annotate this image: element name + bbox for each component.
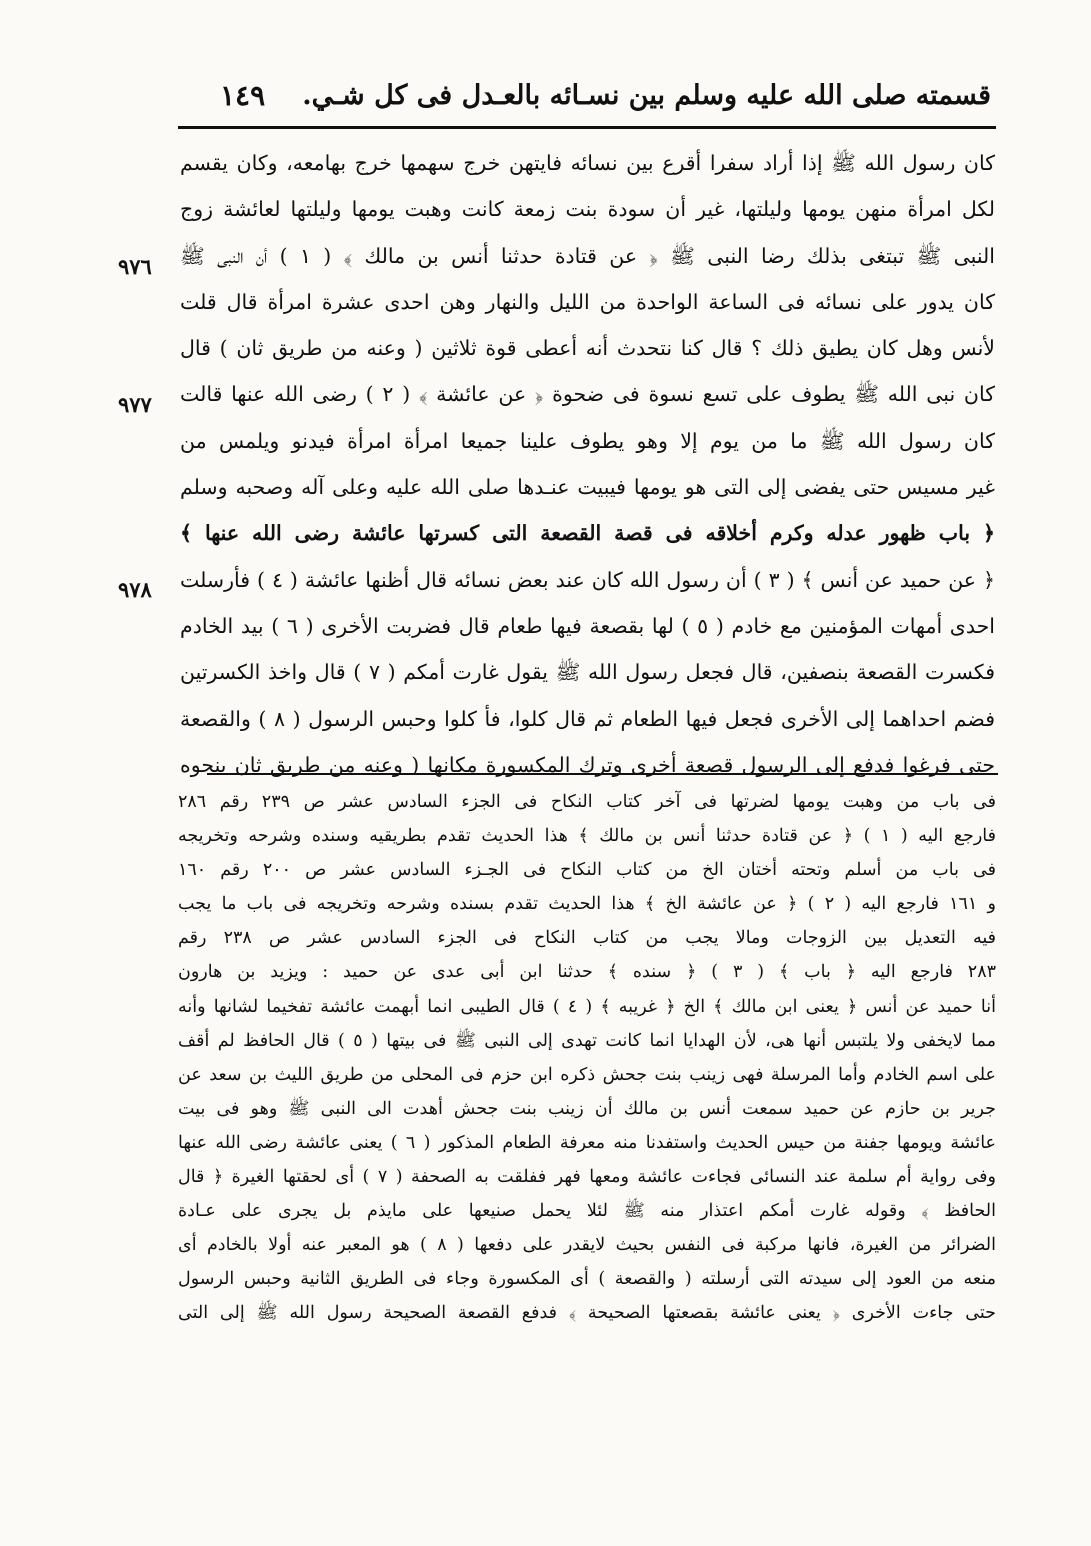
running-title: قسمته صلى الله عليه وسلم بين نسـائه بالعـدل فى كل شـي. xyxy=(302,79,991,111)
text-line: النبى ﷺ تبتغى بذلك رضا النبى ﷺ ﴿ عن قتادة حدثنا أنس بن مالك ﴾ ( ١ ) أن النبى ﷺ xyxy=(180,243,995,268)
footnote-line: الضرائر من الغيرة، فانها مركبة فى النفس بحيث لايقدر على دفعها ( ٨ ) هو المعبر عنه أولا بالخادم أى xyxy=(178,1235,996,1256)
footnote-line: وفى رواية أم سلمة عند النسائى فجاءت عائشة ومعها فهر ففلقت به الصحفة ( ٧ ) أى لحقتها الغيرة ﴿ قال xyxy=(178,1167,996,1188)
footnote-line: فارجع اليه ( ١ ) ﴿ عن قتادة حدثنا أنس بن مالك ﴾ هذا الحديث تقدم بطريقيه وسنده وشرحه وتخريجه xyxy=(178,826,996,847)
text-line: لكل امرأة منهن يومها وليلتها، غير أن سودة بنت زمعة كانت وهبت يومها وليلتها لعائشة زوج xyxy=(180,197,995,222)
footnotes xyxy=(178,785,996,1331)
text-line: ﴿ عن حميد عن أنس ﴾ ( ٣ ) أن رسول الله كان عند بعض نسائه قال أظنها عائشة ( ٤ ) فأرسلت xyxy=(180,567,995,592)
footnote-line: حتى جاءت الأخرى ﴿ يعنى عائشة بقصعتها الصحيحة ﴾ فدفع القصعة الصحيحة رسول الله ﷺ إلى التى xyxy=(178,1303,996,1324)
footnote-line: فيه التعديل بين الزوجات ومالا يجب من كتاب النكاح فى الجزء السادس عشر ص ٢٣٨ رقم xyxy=(178,928,996,949)
hadith-number: ٩٧٧ xyxy=(118,392,152,417)
footnote-divider xyxy=(207,773,998,775)
footnote-line: على اسم الخادم وأما المرسلة فهى زينب بنت جحش ذكره ابن حزم فى المحلى من طريق الليث بن سعد عن xyxy=(178,1064,996,1085)
header-divider xyxy=(178,126,996,129)
text-line: كان نبى الله ﷺ يطوف على تسع نسوة فى ضحوة ﴿ عن عائشة ﴾ ( ٢ ) رضى الله عنها قالت xyxy=(180,382,995,407)
footnote-line: ٢٨٣ فارجع اليه ﴿ باب ﴾ ( ٣ ) ﴿ سنده ﴾ حدثنا ابن أبى عدى عن حميد : ويزيد بن هارون xyxy=(178,962,996,983)
footnote-line: و ١٦١ فارجع اليه ( ٢ ) ﴿ عن عائشة الخ ﴾ هذا الحديث تقدم بسنده وشرحه وتخريجه فى باب ما يجب xyxy=(178,894,996,915)
footnote-line: جرير بن حازم عن حميد سمعت أنس بن مالك أن زينب بنت جحش أهدت الى النبى ﷺ وهو فى بيت xyxy=(178,1098,996,1119)
main-text-body xyxy=(180,140,995,788)
text-line: احدى أمهات المؤمنين مع خادم ( ٥ ) لها بقصعة فيها طعام قال فضربت الأخرى ( ٦ ) بيد الخادم xyxy=(180,613,995,638)
footnote-line: فى باب من أسلم وتحته أختان الخ من كتاب النكاح فى الجـزء السادس عشر ص ٢٠٠ رقم ١٦٠ xyxy=(178,860,996,881)
footnote-line: مما لايخفى ولا يلتبس أنها هى، لأن الهدايا انما كانت تهدى إلى النبى ﷺ فى بيتها ( ٥ ) قال الحافظ لم أقف xyxy=(178,1030,996,1051)
footnote-line: عائشة ويومها جفنة من حيس الحديث واستفدنا منه معرفة الطعام المذكور ( ٦ ) يعنى عائشة رضى الله عنها xyxy=(178,1132,996,1153)
hadith-number: ٩٧٨ xyxy=(118,577,152,602)
footnote-line: أنا حميد عن أنس ﴿ يعنى ابن مالك ﴾ الخ ﴿ غريبه ﴾ ( ٤ ) قال الطيبى انما أبهمت عائشة تفخيما لشانها وأنه xyxy=(178,996,996,1017)
text-line: فكسرت القصعة بنصفين، قال فجعل رسول الله ﷺ يقول غارت أمكم ( ٧ ) قال واخذ الكسرتين xyxy=(180,660,995,685)
text-line: لأنس وهل كان يطيق ذلك ؟ قال كنا نتحدث أنه أعطى قوة ثلاثين ( وعنه من طريق ثان ) قال xyxy=(180,336,995,361)
page-number: ١٤٩ xyxy=(220,78,266,112)
text-line: غير مسيس حتى يفضى إلى التى هو يومها فيبيت عنـدها صلى الله عليه وعلى آله وصحبه وسلم xyxy=(180,475,995,500)
text-line: فضم احداهما إلى الأخرى فجعل فيها الطعام ثم قال كلوا، فأ كلوا وحبس الرسول ( ٨ ) والقصعة xyxy=(180,706,995,731)
text-line: كان يدور على نسائه فى الساعة الواحدة من الليل والنهار وهن احدى عشرة امرأة قال قلت xyxy=(180,289,995,314)
page-header xyxy=(180,72,991,118)
chapter-heading: ﴿ باب ظهور عدله وكرم أخلاقه فى قصة القصعة التى كسرتها عائشة رضى الله عنها ﴾ xyxy=(180,521,995,546)
footnote-line: منعه من العود إلى سيدته التى أرسلته ( والقصعة ) أى المكسورة وجاء فى الطريق الثانية وحبس الرسول xyxy=(178,1269,996,1290)
footnote-line: فى باب من وهبت يومها لضرتها فى آخر كتاب النكاح فى الجزء السادس عشر ص ٢٣٩ رقم ٢٨٦ xyxy=(178,792,996,812)
text-line: حتى فرغوا فدفع إلى الرسول قصعة أخرى وترك المكسورة مكانها ( وعنه من طريق ثان بنحوه xyxy=(180,752,995,777)
hadith-number: ٩٧٦ xyxy=(118,254,152,279)
footnote-line: الحافظ ﴾ وقوله غارت أمكم اعتذار منه ﷺ لئلا يحمل صنيعها على مايذم بل يجرى على عـادة xyxy=(178,1201,996,1222)
text-line: كان رسول الله ﷺ ما من يوم إلا وهو يطوف علينا جميعا امرأة امرأة فيدنو ويلمس من xyxy=(180,428,995,453)
text-line: كان رسول الله ﷺ إذا أراد سفرا أقرع بين نسائه فايتهن خرج سهمها خرج بهامعه، وكان يقسم xyxy=(180,151,995,175)
